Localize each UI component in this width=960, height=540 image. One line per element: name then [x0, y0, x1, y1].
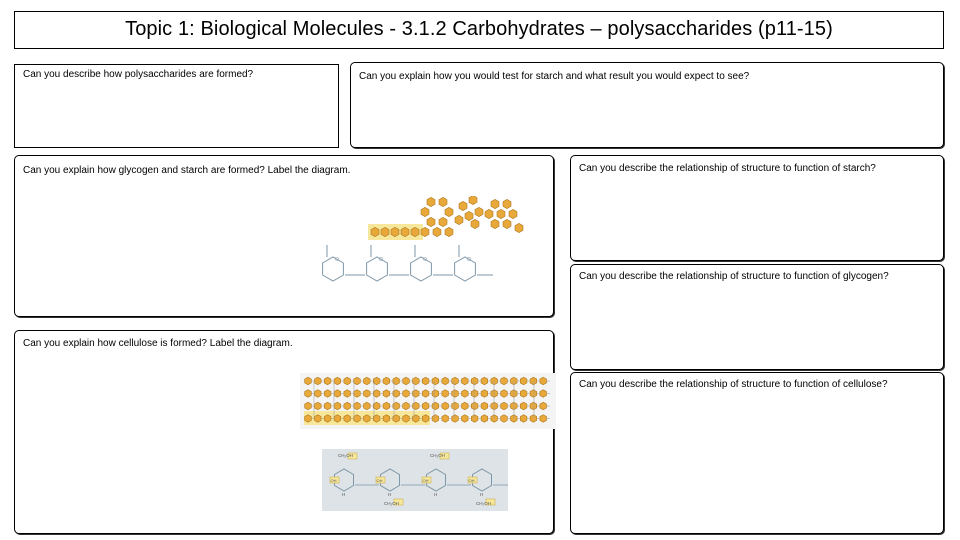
glucose-unit: [305, 377, 312, 385]
glucose-unit: [540, 402, 547, 410]
glucose-unit: [530, 415, 537, 423]
ch2oh-label: CH₂OH: [430, 453, 445, 458]
glucose-unit: [427, 217, 435, 226]
glucose-unit: [501, 390, 508, 398]
cellulose-function-box[interactable]: [570, 372, 944, 534]
ch2oh-label: CH₂OH: [338, 453, 353, 458]
glucose-unit: [344, 415, 351, 423]
glucose-unit: [515, 223, 523, 232]
glycogen-starch-bead-diagram: [365, 196, 545, 246]
glucose-unit: [469, 196, 477, 205]
glucose-unit: [439, 217, 447, 226]
oh-label: OH: [468, 477, 475, 483]
glucose-unit: [442, 415, 449, 423]
glucose-unit: [421, 207, 429, 216]
glucose-unit: [364, 415, 371, 423]
glucose-unit: [501, 402, 508, 410]
beta-glucose-chain-diagram: [322, 449, 508, 511]
glucose-unit: [462, 390, 469, 398]
glucose-ring: [323, 257, 344, 281]
glucose-unit: [354, 402, 361, 410]
glucose-unit: [334, 402, 341, 410]
glucose-unit: [373, 377, 380, 385]
glycogen-starch-box[interactable]: [14, 155, 554, 317]
glucose-unit: [471, 377, 478, 385]
glucose-unit: [354, 377, 361, 385]
page-title: Topic 1: Biological Molecules - 3.1.2 Carbohydrates – polysaccharides (p11-15): [125, 18, 833, 40]
glucose-unit: [520, 402, 527, 410]
glucose-unit: [481, 402, 488, 410]
glucose-unit: [383, 390, 390, 398]
glucose-unit: [445, 227, 453, 236]
ring-oxygen-label: O: [335, 257, 339, 263]
glucose-unit: [413, 377, 420, 385]
glucose-unit: [373, 415, 380, 423]
glucose-unit: [471, 402, 478, 410]
glucose-unit: [403, 377, 410, 385]
oh-label: OH: [330, 477, 337, 483]
glucose-unit: [354, 415, 361, 423]
glucose-unit: [427, 197, 435, 206]
glucose-unit: [324, 377, 331, 385]
question-glycogen-starch: Can you explain how glycogen and starch are formed? Label the diagram.: [23, 165, 351, 176]
glucose-unit: [433, 227, 441, 236]
glucose-unit: [383, 402, 390, 410]
glucose-unit: [391, 227, 399, 236]
glucose-unit: [403, 402, 410, 410]
glucose-unit: [439, 197, 447, 206]
glucose-unit: [413, 390, 420, 398]
glucose-unit: [364, 390, 371, 398]
glucose-unit: [381, 227, 389, 236]
glucose-unit: [334, 415, 341, 423]
glucose-unit: [373, 402, 380, 410]
glycogen-function-box[interactable]: [570, 264, 944, 370]
glucose-unit: [471, 219, 479, 228]
h-label: H: [388, 492, 392, 497]
question-glycogen-function: Can you describe the relationship of structure to function of glycogen?: [579, 271, 889, 282]
glucose-unit: [452, 402, 459, 410]
glucose-beads: [371, 196, 523, 237]
cellulose-formation-box[interactable]: [14, 330, 554, 534]
glucose-rings: [323, 245, 493, 281]
glucose-unit: [364, 402, 371, 410]
question-cellulose-function: Can you describe the relationship of structure to function of cellulose?: [579, 379, 888, 390]
glucose-unit: [315, 390, 322, 398]
glucose-unit: [497, 209, 505, 218]
glucose-unit: [462, 377, 469, 385]
glucose-unit: [485, 209, 493, 218]
question-starch-function: Can you describe the relationship of structure to function of starch?: [579, 163, 876, 174]
glucose-unit: [471, 390, 478, 398]
glucose-unit: [354, 390, 361, 398]
glucose-unit: [509, 209, 517, 218]
glucose-unit: [452, 377, 459, 385]
h-label: H: [434, 492, 438, 497]
glucose-unit: [344, 377, 351, 385]
glucose-unit: [465, 211, 473, 220]
glucose-unit: [315, 402, 322, 410]
glucose-unit: [530, 402, 537, 410]
glucose-unit: [442, 390, 449, 398]
ring-oxygen-label: O: [379, 257, 383, 263]
glucose-unit: [520, 415, 527, 423]
glucose-unit: [403, 415, 410, 423]
starch-test-box[interactable]: [350, 62, 944, 148]
glucose-unit: [432, 377, 439, 385]
glucose-unit: [475, 207, 483, 216]
glucose-unit: [481, 377, 488, 385]
glucose-unit: [530, 390, 537, 398]
glucose-unit: [422, 415, 429, 423]
glucose-unit: [501, 377, 508, 385]
glucose-unit: [315, 377, 322, 385]
glucose-unit: [305, 402, 312, 410]
glucose-unit: [305, 415, 312, 423]
glucose-ring: [411, 257, 432, 281]
glucose-unit: [305, 390, 312, 398]
question-polysaccharide-formation: Can you describe how polysaccharides are formed?: [23, 69, 254, 80]
glucose-unit: [501, 415, 508, 423]
h-label: H: [342, 492, 346, 497]
glucose-unit: [432, 415, 439, 423]
glucose-unit: [315, 415, 322, 423]
glucose-unit: [445, 207, 453, 216]
glucose-unit: [364, 377, 371, 385]
glucose-unit: [324, 402, 331, 410]
glucose-unit: [491, 219, 499, 228]
glucose-unit: [452, 415, 459, 423]
glucose-unit: [344, 402, 351, 410]
question-starch-test: Can you explain how you would test for starch and what result you would expect to see?: [359, 71, 750, 82]
glucose-unit: [413, 402, 420, 410]
glucose-unit: [540, 390, 547, 398]
glucose-unit: [462, 415, 469, 423]
glucose-unit: [481, 415, 488, 423]
glucose-unit: [422, 377, 429, 385]
glucose-unit: [401, 227, 409, 236]
glucose-unit: [520, 377, 527, 385]
starch-function-box[interactable]: [570, 155, 944, 261]
glucose-unit: [413, 415, 420, 423]
glucose-unit: [422, 390, 429, 398]
glucose-unit: [324, 415, 331, 423]
glucose-unit: [334, 390, 341, 398]
glucose-unit: [432, 390, 439, 398]
glucose-unit: [481, 390, 488, 398]
ch2oh-label: CH₂OH: [476, 501, 491, 506]
cellulose-fibre-diagram: [300, 373, 556, 429]
glucose-unit: [503, 199, 511, 208]
glucose-unit: [403, 390, 410, 398]
glucose-unit: [373, 390, 380, 398]
glucose-unit: [334, 377, 341, 385]
glucose-unit: [411, 227, 419, 236]
glucose-unit: [324, 390, 331, 398]
glucose-unit: [383, 415, 390, 423]
oh-label: OH: [376, 477, 383, 483]
h-label: H: [480, 492, 484, 497]
glucose-unit: [383, 377, 390, 385]
glucose-unit: [432, 402, 439, 410]
glucose-unit: [462, 402, 469, 410]
glucose-unit: [344, 390, 351, 398]
glucose-unit: [520, 390, 527, 398]
glucose-ring: [455, 257, 476, 281]
ring-oxygen-label: O: [467, 257, 471, 263]
glucose-unit: [503, 219, 511, 228]
glucose-ring: [367, 257, 388, 281]
glucose-unit: [455, 215, 463, 224]
glucose-unit: [442, 402, 449, 410]
glucose-unit: [540, 415, 547, 423]
ring-oxygen-label: O: [423, 257, 427, 263]
glucose-unit: [422, 402, 429, 410]
oh-label: OH: [422, 477, 429, 483]
glucose-unit: [540, 377, 547, 385]
ch2oh-label: CH₂OH: [384, 501, 399, 506]
glucose-unit: [421, 227, 429, 236]
glucose-unit: [442, 377, 449, 385]
glucose-unit: [371, 227, 379, 236]
polysaccharide-formation-box[interactable]: [14, 64, 339, 148]
glucose-unit: [530, 377, 537, 385]
question-cellulose-formed: Can you explain how cellulose is formed? Label the diagram.: [23, 338, 293, 349]
glucose-unit: [459, 201, 467, 210]
alpha-glucose-chain-diagram: [293, 241, 493, 291]
glucose-unit: [491, 199, 499, 208]
glucose-unit: [471, 415, 478, 423]
glucose-unit: [452, 390, 459, 398]
title-banner: [14, 11, 944, 49]
